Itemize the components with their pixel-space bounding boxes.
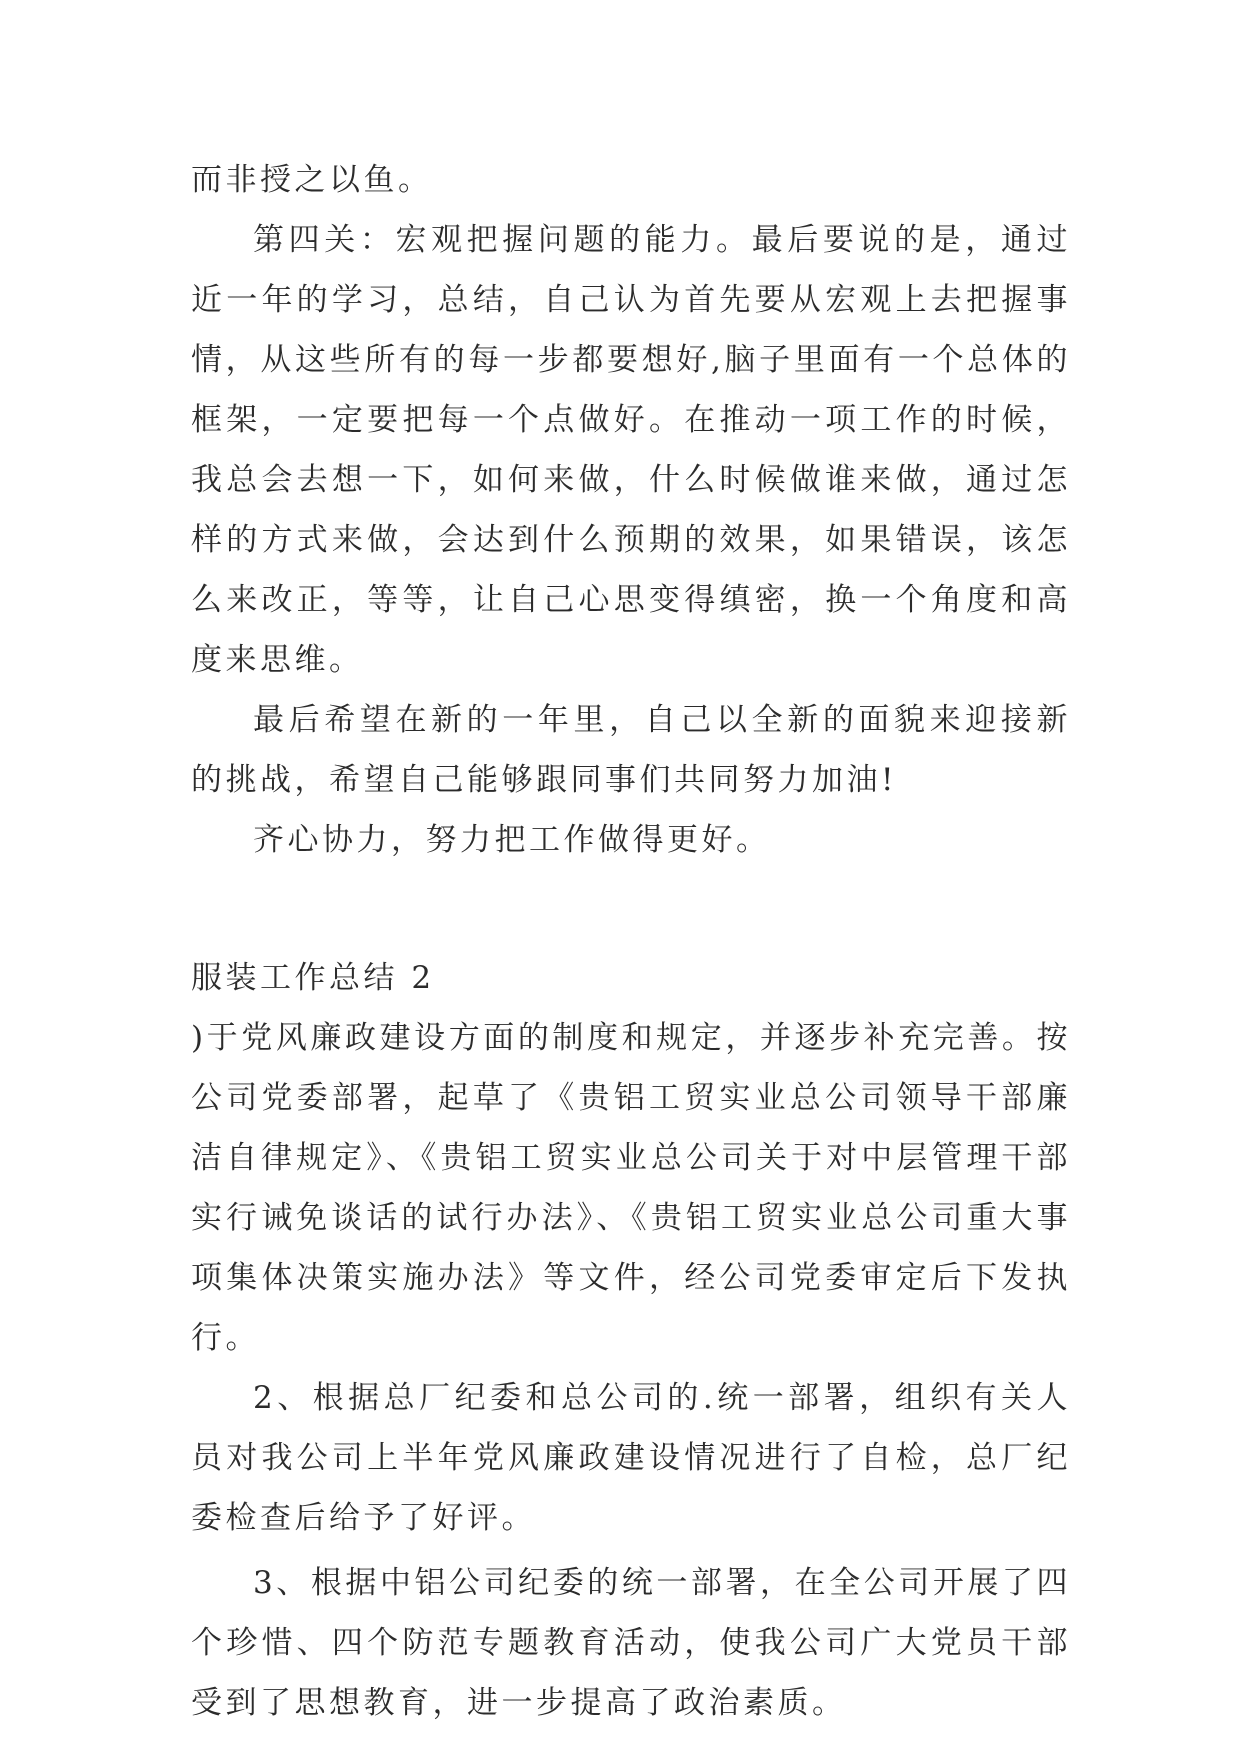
- section-title: 服装工作总结 2: [191, 960, 435, 996]
- paragraph: 第四关：宏观把握问题的能力。最后要说的是，通过近一年的学习，总结，自己认为首先要从宏观上去把握事情，从这些所有的每一步都要想好,脑子里面有一个总体的框架，一定要把每一个点做好。在推动一项工作的时候，我总会去想一下，如何来做，什么时候做谁来做，通过怎样的方式来做，会达到什么预期的效果，如果错误，该怎么来改正，等等，让自己心思变得缜密，换一个角度和高度来思维。: [191, 222, 1071, 678]
- paragraph: 2、根据总厂纪委和总公司的.统一部署，组织有关人员对我公司上半年党风廉政建设情况进行了自检，总厂纪委检查后给予了好评。: [191, 1380, 1071, 1536]
- paragraph: 最后希望在新的一年里，自己以全新的面貌来迎接新的挑战，希望自己能够跟同事们共同努力加油!: [191, 702, 1071, 798]
- document-page: [191, 150, 1071, 1733]
- paragraph: 3、根据中铝公司纪委的统一部署，在全公司开展了四个珍惜、四个防范专题教育活动，使我公司广大党员干部受到了思想教育，进一步提高了政治素质。: [191, 1565, 1071, 1721]
- paragraph: 而非授之以鱼。: [191, 162, 433, 198]
- paragraph: )于党风廉政建设方面的制度和规定，并逐步补充完善。按公司党委部署，起草了《贵铝工贸实业总公司领导干部廉洁自律规定》、《贵铝工贸实业总公司关于对中层管理干部实行诫免谈话的试行办法》、《贵铝工贸实业总公司重大事项集体决策实施办法》等文件，经公司党委审定后下发执行。: [191, 1020, 1071, 1356]
- paragraph: 齐心协力，努力把工作做得更好。: [253, 822, 771, 858]
